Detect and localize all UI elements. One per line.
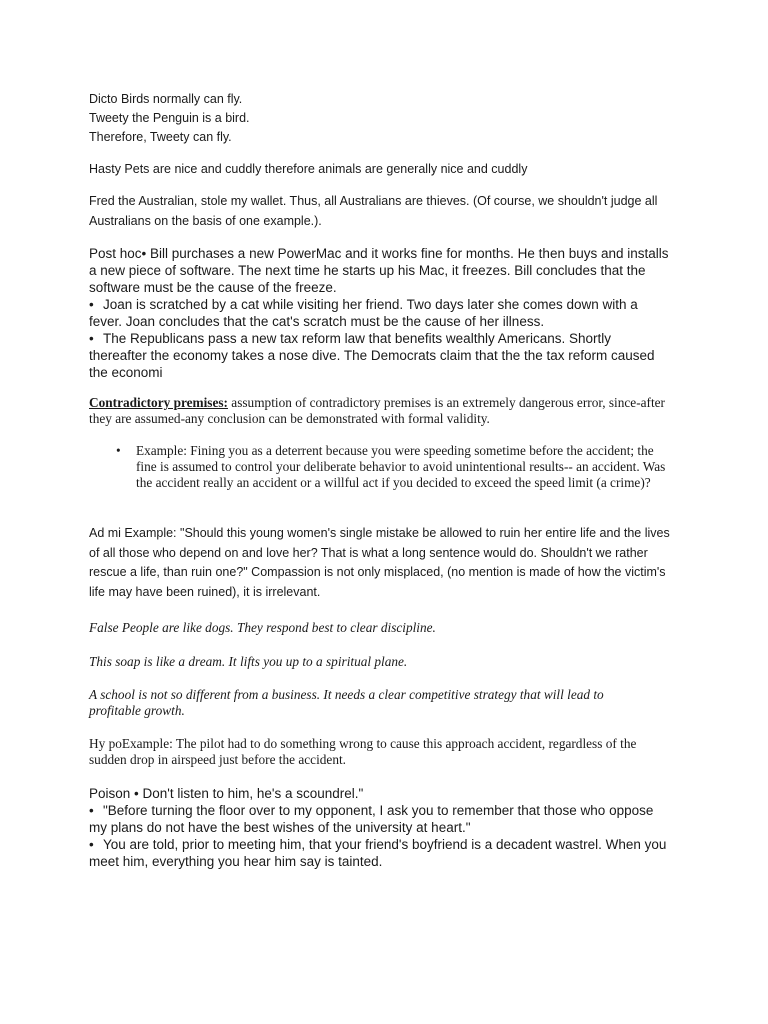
- hasty-paragraph: Hasty Pets are nice and cuddly therefore animals are generally nice and cuddly: [89, 162, 528, 176]
- post-hoc-item-2: [89, 296, 669, 330]
- bullet-icon: •: [89, 837, 94, 852]
- post-hoc-item-1-text: Bill purchases a new PowerMac and it works fine for months. He then buys and installs a new piece of software. The next time he starts up his Mac, it freezes. Bill concludes that the software must be the cause of the freeze.: [89, 246, 669, 295]
- hypo-paragraph: Hy poExample: The pilot had to do something wrong to cause this approach accident, regardless of the sudden drop in airspeed just before the accident.: [89, 736, 637, 767]
- bullet-icon: •: [116, 443, 121, 458]
- poison-item-3-text: You are told, prior to meeting him, that your friend's boyfriend is a decadent wastrel. When you meet him, everything you hear him say is tainted.: [89, 837, 667, 869]
- post-hoc-label: Post hoc: [89, 246, 142, 261]
- false-line-2: This soap is like a dream. It lifts you up to a spiritual plane.: [89, 654, 408, 669]
- poison-item-1: [89, 785, 669, 802]
- contradictory-premises-text: assumption of contradictory premises is an extremely dangerous error, since-after they are assumed-any conclusion can be demonstrated with formal validity.: [89, 395, 665, 426]
- bullet-icon: •: [134, 786, 139, 801]
- dicto-line-3: Therefore, Tweety can fly.: [89, 130, 232, 144]
- post-hoc-item-1: [89, 245, 669, 296]
- false-line-3: A school is not so different from a business. It needs a clear competitive strategy that will lead to profitable growth.: [89, 687, 604, 718]
- post-hoc-item-3-text: The Republicans pass a new tax reform law that benefits wealthly Americans. Shortly thereafter the economy takes a nose dive. The Democrats claim that the the tax reform caused the economi: [89, 331, 655, 380]
- poison-item-1-text: Don't listen to him, he's a scoundrel.": [138, 786, 364, 801]
- bullet-icon: •: [89, 297, 94, 312]
- dicto-line-2: Tweety the Penguin is a bird.: [89, 111, 250, 125]
- fred-paragraph: Fred the Australian, stole my wallet. Thus, all Australians are thieves. (Of course, we shouldn't judge all Australians on the basis of one example.).: [89, 194, 658, 228]
- poison-item-2: [89, 802, 669, 836]
- poison-label: Poison: [89, 786, 131, 801]
- dicto-line-1: Dicto Birds normally can fly.: [89, 92, 243, 106]
- post-hoc-item-2-text: Joan is scratched by a cat while visiting her friend. Two days later she comes down with a fever. Joan concludes that the cat's scratch must be the cause of her illness.: [89, 297, 638, 329]
- post-hoc-item-3: [89, 330, 669, 381]
- bullet-icon: •: [89, 331, 94, 346]
- ad-mi-paragraph: Ad mi Example: "Should this young women's single mistake be allowed to ruin her entire life and the lives of all those who depend on and love her? That is what a long sentence would do. Shouldn't we rather rescue a life, than ruin one?" Compassion is not only misplaced, (no mention is made of how the victim's life may have been ruined), it is irrelevant.: [89, 526, 670, 599]
- contradictory-premises-heading: Contradictory premises:: [89, 395, 228, 410]
- dicto-section: [89, 90, 679, 147]
- poison-item-3: [89, 836, 669, 870]
- bullet-icon: •: [141, 246, 147, 261]
- false-line-1: False People are like dogs. They respond best to clear discipline.: [89, 620, 436, 635]
- poison-item-2-text: "Before turning the floor over to my opponent, I ask you to remember that those who oppose my plans do not have the best wishes of the university at heart.": [89, 803, 654, 835]
- contradictory-premises-paragraph: [89, 395, 669, 427]
- example-list-item: [116, 443, 676, 513]
- example-text: Example: Fining you as a deterrent because you were speeding sometime before the accident; the fine is assumed to control your deliberate behavior to avoid unintentional results-- an accident. Was the accident really an accident or a willful act if you decided to exceed the speed limit (a crime)?: [136, 443, 666, 490]
- bullet-icon: •: [89, 803, 94, 818]
- post-hoc-section: [89, 245, 669, 381]
- poison-section: [89, 785, 669, 870]
